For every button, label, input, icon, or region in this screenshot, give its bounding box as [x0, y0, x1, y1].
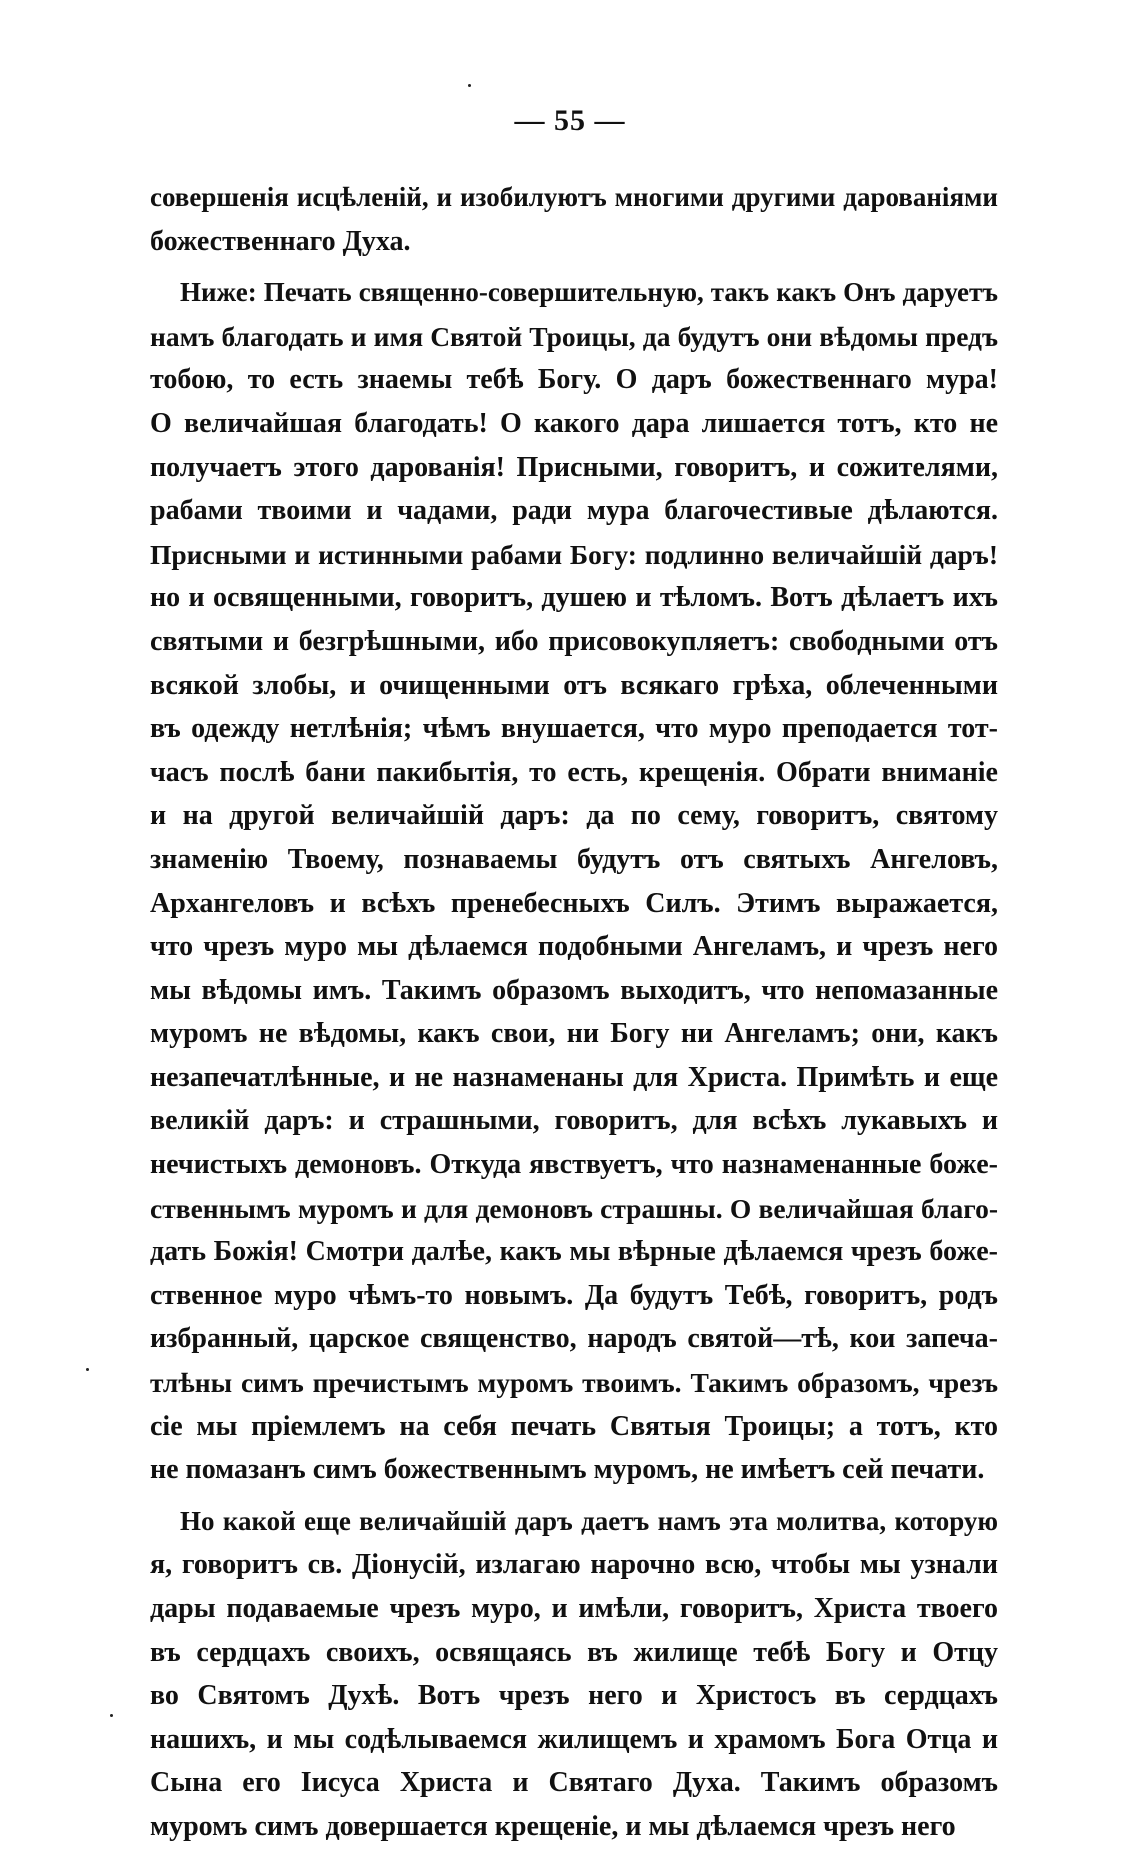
text-line: дать Божія! Смотри далѣе, какъ мы вѣрные дѣлаемся чрезъ боже-: [150, 1236, 998, 1268]
text-line: часъ послѣ бани пакибытія, то есть, крещенія. Обрати вниманіе: [150, 756, 998, 788]
text-line: Но какой еще величайшій даръ даетъ намъ эта молитва, которую: [180, 1505, 998, 1536]
text-line: нечистыхъ демоновъ. Откуда явствуетъ, что назнаменанные боже-: [150, 1149, 998, 1181]
text-line: избранный, царское священство, народъ святой—тѣ, кои запеча-: [150, 1323, 998, 1355]
text-line: рабами твоими и чадами, ради мура благочестивые дѣлаются.: [150, 495, 998, 527]
text-line: Присными и истинными рабами Богу: подлинно величайшій даръ!: [150, 538, 998, 570]
print-speck: [86, 1368, 89, 1371]
page-number: — 55 —: [514, 104, 626, 137]
paragraph-gap: [150, 1492, 998, 1500]
text-line: ственнымъ муромъ и для демоновъ страшны. О величайшая благо-: [150, 1192, 998, 1224]
text-line: тобою, то есть знаемы тебѣ Богу. О даръ божественнаго мура!: [150, 364, 998, 396]
text-line: дары подаваемые чрезъ муро, и имѣли, говоритъ, Христа твоего: [150, 1593, 998, 1624]
paragraph: [150, 271, 998, 1492]
print-speck: [468, 84, 471, 87]
text-line: муромъ не вѣдомы, какъ свои, ни Богу ни Ангеламъ; они, какъ: [150, 1018, 998, 1050]
text-line: въ одежду нетлѣнія; чѣмъ внушается, что муро преподается тот-: [150, 713, 998, 745]
text-line: тлѣны симъ пречистымъ муромъ твоимъ. Такимъ образомъ, чрезъ: [150, 1367, 998, 1399]
text-line: божественнаго Духа.: [150, 225, 411, 257]
body-text: [150, 176, 998, 1849]
print-speck: [110, 1714, 113, 1717]
text-line: намъ благодать и имя Святой Троицы, да будутъ они вѣдомы предъ: [150, 320, 998, 352]
text-line: знаменію Твоему, познаваемы будутъ отъ святыхъ Ангеловъ,: [150, 843, 998, 875]
paragraph: [150, 1500, 998, 1849]
text-line: незапечатлѣнные, и не назнаменаны для Христа. Примѣть и еще: [150, 1061, 998, 1093]
text-line: получаетъ этого дарованія! Присными, говоритъ, и сожителями,: [150, 451, 998, 483]
text-line: совершенія исцѣленій, и изобилуютъ многими другими дарованіями: [150, 182, 998, 212]
text-line: святыми и безгрѣшными, ибо присовокупляетъ: свободными отъ: [150, 625, 998, 657]
text-line: но и освященными, говоритъ, душею и тѣломъ. Вотъ дѣлаетъ ихъ: [150, 582, 998, 614]
text-line: Сына его Іисуса Христа и Святаго Духа. Такимъ образомъ: [150, 1767, 998, 1799]
text-line: великій даръ: и страшными, говоритъ, для всѣхъ лукавыхъ и: [150, 1105, 998, 1137]
text-line: я, говоритъ св. Діонусій, излагаю нарочно всю, чтобы мы узнали: [150, 1549, 998, 1581]
text-line: во Святомъ Духѣ. Вотъ чрезъ него и Христосъ въ сердцахъ: [150, 1680, 998, 1712]
text-line: не помазанъ симъ божественнымъ муромъ, не имѣетъ сей печати.: [150, 1454, 985, 1486]
text-line: сіе мы пріемлемъ на себя печать Святыя Троицы; а тотъ, кто: [150, 1410, 998, 1442]
paragraph-gap: [150, 263, 998, 271]
text-line: что чрезъ муро мы дѣлаемся подобными Ангеламъ, и чрезъ него: [150, 931, 998, 963]
text-line: О величайшая благодать! О какого дара лишается тотъ, кто не: [150, 407, 998, 439]
text-line: въ сердцахъ своихъ, освящаясь въ жилище тебѣ Богу и Отцу: [150, 1636, 998, 1668]
text-line: Архангеловъ и всѣхъ пренебесныхъ Силъ. Этимъ выражается,: [150, 887, 998, 919]
text-line: всякой злобы, и очищенными отъ всякаго грѣха, облеченными: [150, 669, 998, 701]
paragraph: [150, 176, 998, 263]
text-line: нашихъ, и мы содѣлываемся жилищемъ и храмомъ Бога Отца и: [150, 1723, 998, 1755]
text-line: Ниже: Печать священно-совершительную, такъ какъ Онъ даруетъ: [180, 277, 998, 308]
text-line: мы вѣдомы имъ. Такимъ образомъ выходитъ, что непомазанные: [150, 974, 998, 1006]
text-line: и на другой величайшій даръ: да по сему, говоритъ, святому: [150, 800, 998, 832]
text-line: муромъ симъ довершается крещеніе, и мы дѣлаемся чрезъ него: [150, 1810, 956, 1842]
text-line: ственное муро чѣмъ-то новымъ. Да будутъ Тебѣ, говоритъ, родъ: [150, 1279, 998, 1311]
